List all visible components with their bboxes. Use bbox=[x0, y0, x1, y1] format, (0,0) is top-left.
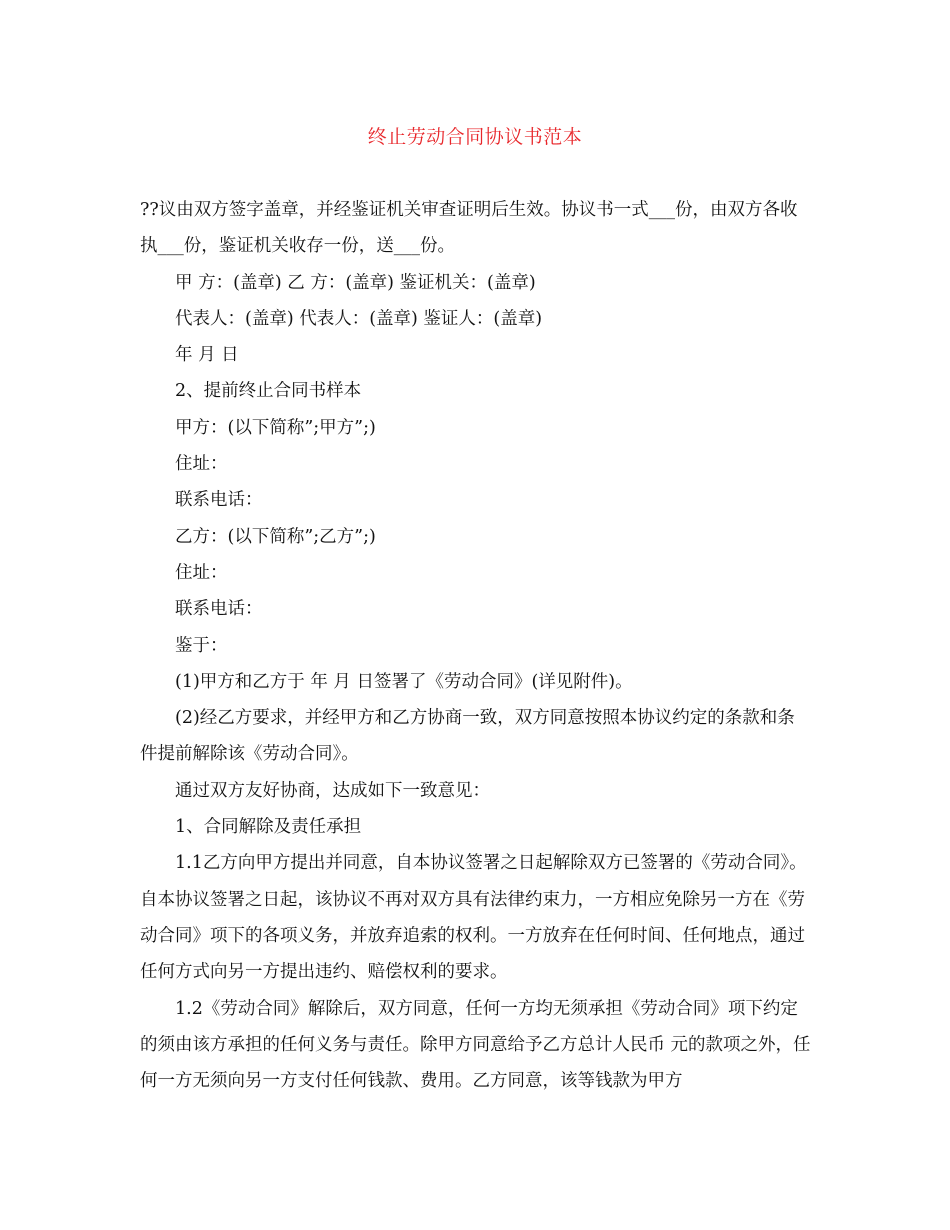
section-heading-termination: 1、合同解除及责任承担 bbox=[175, 817, 362, 838]
whereas-heading: 鉴于： bbox=[175, 635, 228, 656]
document-body bbox=[140, 192, 812, 1099]
document-title: 终止劳动合同协议书范本 bbox=[367, 126, 583, 148]
party-a-line: 甲方：(以下简称”;甲方”;) bbox=[175, 417, 376, 438]
party-a-phone: 联系电话： bbox=[175, 490, 263, 511]
party-b-line: 乙方：(以下简称”;乙方”;) bbox=[175, 526, 376, 547]
signature-line-representatives: 代表人：(盖章) 代表人：(盖章) 鉴证人：(盖章) bbox=[175, 308, 543, 329]
clause-1-2: 1.2《劳动合同》解除后，双方同意，任何一方均无须承担《劳动合同》项下约定的须由该方承担的任何义务与责任。除甲方同意给予乙方总计人民币 元的款项之外，任何一方无须向另一方支付任何钱款、费用。乙方同意，该等钱款为甲方 bbox=[140, 998, 811, 1092]
section-heading-sample: 2、提前终止合同书样本 bbox=[175, 381, 362, 402]
whereas-item-1: (1)甲方和乙方于 年 月 日签署了《劳动合同》(详见附件)。 bbox=[175, 671, 633, 692]
paragraph-effect-clause: ??议由双方签字盖章，并经鉴证机关审查证明后生效。协议书一式___份，由双方各收执___份，鉴证机关收存一份，送___份。 bbox=[140, 200, 798, 257]
clause-1-1: 1.1乙方向甲方提出并同意，自本协议签署之日起解除双方已签署的《劳动合同》。自本协议签署之日起，该协议不再对双方具有法律约束力，一方相应免除另一方在《劳动合同》项下的各项义务，并放弃追索的权利。一方放弃在任何时间、任何地点，通过任何方式向另一方提出违约、赔偿权利的要求。 bbox=[140, 853, 807, 983]
date-line: 年 月 日 bbox=[175, 345, 239, 366]
party-b-phone: 联系电话： bbox=[175, 599, 263, 620]
party-b-address: 住址： bbox=[175, 562, 228, 583]
party-a-address: 住址： bbox=[175, 454, 228, 475]
consensus-intro: 通过双方友好协商，达成如下一致意见： bbox=[175, 780, 490, 801]
signature-line-seals: 甲 方：(盖章) 乙 方：(盖章) 鉴证机关：(盖章) bbox=[175, 272, 536, 293]
whereas-item-2: (2)经乙方要求，并经甲方和乙方协商一致，双方同意按照本协议约定的条款和条件提前解除该《劳动合同》。 bbox=[140, 708, 795, 765]
